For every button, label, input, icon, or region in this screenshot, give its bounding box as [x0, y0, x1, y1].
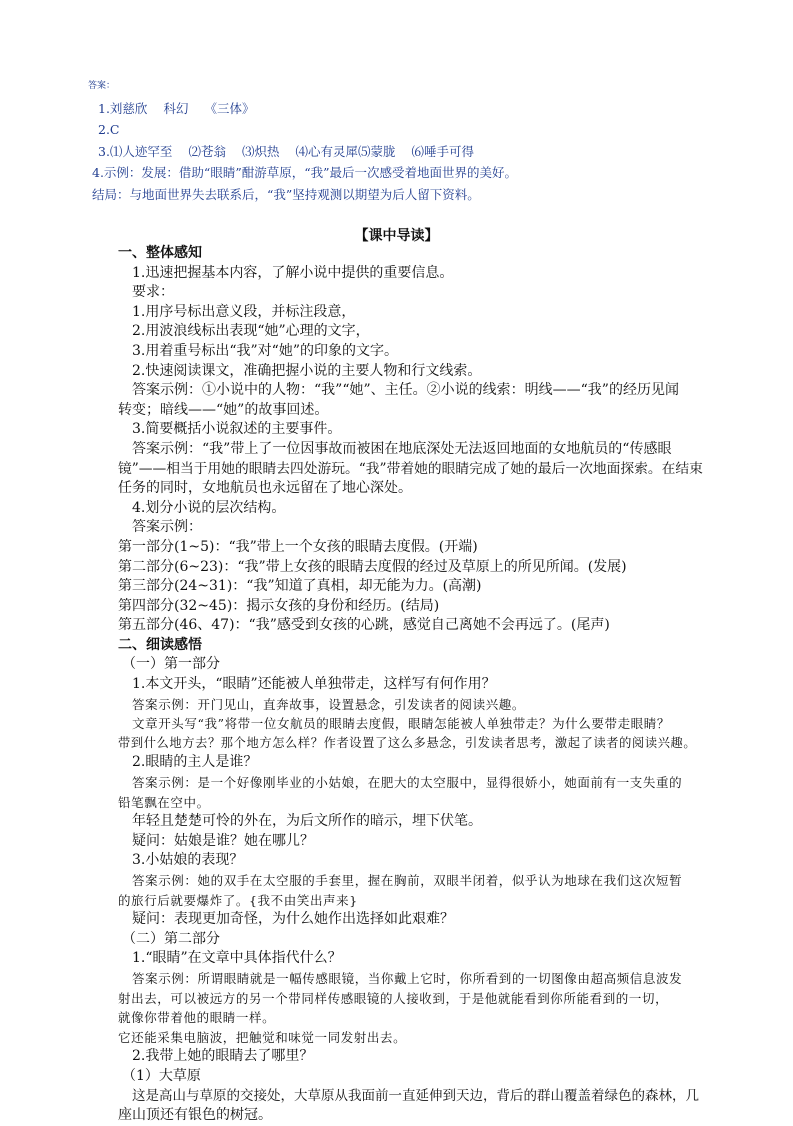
- text-line: 要求：: [132, 284, 174, 301]
- answer-heading: 答案：: [88, 81, 116, 91]
- answer-3-item-2: ⑵苍翁: [188, 143, 226, 159]
- text-line: 3.用着重号标出“我”对“她”的印象的文字。: [132, 342, 398, 359]
- document-body: [118, 244, 706, 1126]
- text-line: 镜”——相当于用她的眼睛去四处游玩。“我”带着她的眼睛完成了她的最后一次地面探索。在结束: [118, 460, 703, 477]
- text-line: （一）第一部分: [122, 656, 220, 673]
- section-title: 【课中导读】: [354, 228, 439, 244]
- text-line: 第一部分(1~5)：“我”带上一个女孩的眼睛去度假。(开端): [118, 538, 478, 555]
- text-line: 射出去，可以被远方的另一个带同样传感眼镜的人接收到，于是他就能看到你所能看到的一切，: [118, 990, 669, 1006]
- text-line: 第四部分(32~45)：揭示女孩的身份和经历。(结局): [118, 597, 440, 614]
- text-line: 答案示例：她的双手在太空服的手套里，握在胸前，双眼半闭着，似乎认为地球在我们这次短暂: [132, 873, 683, 888]
- text-line: 文章开头写“我”将带一位女航员的眼睛去度假，眼睛怎能被人单独带走？为什么要带走眼睛？: [132, 716, 670, 732]
- text-line: 座山顶还有银色的树冠。: [118, 1107, 272, 1124]
- answer-block: [88, 76, 732, 206]
- text-line: 二、细读感悟: [118, 636, 202, 653]
- answer-3-item-1: 3.⑴人迹罕至: [98, 143, 173, 159]
- answer-3: [92, 141, 732, 163]
- text-line: 就像你带着他的眼睛一样。: [118, 1010, 276, 1026]
- text-line: 1.本文开头，“眼睛”还能被人单独带走，这样写有何作用？: [132, 676, 496, 693]
- text-line: 第五部分(46、47)：“我”感受到女孩的心跳，感觉自己离她不会再远了。(尾声): [118, 617, 610, 634]
- text-line: 1.“眼睛”在文章中具体指代什么？: [132, 950, 342, 967]
- text-line: 带到什么地方去？那个地方怎么样？作者设置了这么多悬念，引发读者思考，激起了读者的阅读兴趣。: [118, 735, 697, 750]
- text-line: 疑问：姑娘是谁？她在哪儿？: [132, 832, 314, 849]
- text-line: 第二部分(6~23)：“我”带上女孩的眼睛去度假的经过及草原上的所见所闻。(发展): [118, 558, 627, 575]
- text-line: 2.用波浪线标出表现“她”心理的文字，: [132, 323, 370, 340]
- text-line: 它还能采集电脑波，把触觉和味觉一同发射出去。: [118, 1029, 407, 1045]
- text-line: （1）大草原: [122, 1067, 201, 1084]
- text-line: 答案示例：开门见山，直奔故事，设置悬念，引发读者的阅读兴趣。: [132, 696, 526, 712]
- answer-3-item-3: ⑶炽热: [241, 143, 280, 159]
- text-line: 1.迅速把握基本内容，了解小说中提供的重要信息。: [132, 264, 454, 281]
- answer-3-item-6: ⑹唾手可得: [411, 143, 474, 159]
- text-line: 年轻且楚楚可怜的外在，为后文所作的暗示，埋下伏笔。: [132, 813, 482, 830]
- text-line: 的旅行后就要爆炸了。{我不由笑出声来}: [118, 892, 358, 908]
- answer-3-item-4: ⑷心有灵犀⑸蒙胧: [295, 143, 396, 159]
- answer-1-genre: 科幻: [163, 100, 189, 116]
- answer-1-author: 1.刘慈欣: [98, 100, 148, 116]
- text-line: 疑问：表现更加奇怪，为什么她作出选择如此艰难？: [132, 911, 454, 928]
- answer-4-line-2: 结局：与地面世界失去联系后，“我”坚持观测以期望为后人留下资料。: [92, 186, 480, 202]
- text-line: 1.用序号标出意义段，并标注段意，: [132, 303, 356, 320]
- answer-1-work: 《三体》: [204, 100, 255, 116]
- text-line: 2.眼睛的主人是谁？: [132, 754, 258, 771]
- answer-2: 2.C: [98, 122, 120, 138]
- text-line: 答案示例：①小说中的人物：“我”“她”、主任。②小说的线索：明线——“我”的经历见闻: [132, 382, 679, 399]
- text-line: （二）第二部分: [122, 930, 220, 947]
- text-line: 一、整体感知: [118, 245, 202, 261]
- text-line: 2.我带上她的眼睛去了哪里？: [132, 1048, 314, 1065]
- text-line: 2.快速阅读课文，准确把握小说的主要人物和行文线索。: [132, 362, 482, 379]
- text-line: 答案示例：是一个好像刚毕业的小姑娘，在肥大的太空服中，显得很娇小，她面前有一支失重的: [132, 775, 683, 791]
- answer-4-line-1: 4.示例：发展：借助“眼睛”酣游草原，“我”最后一次感受着地面世界的美好。: [92, 165, 517, 181]
- text-line: 这是高山与草原的交接处，大草原从我面前一直延伸到天边，背后的群山覆盖着绿色的森林，几: [132, 1087, 699, 1104]
- text-line: 铅笔飘在空中。: [118, 794, 210, 810]
- text-line: 第三部分(24~31)：“我”知道了真相，却无能为力。(高潮): [118, 578, 482, 595]
- text-line: 4.划分小说的层次结构。: [132, 499, 286, 516]
- text-line: 答案示例：: [132, 519, 202, 536]
- text-line: 转变；暗线——“她”的故事回述。: [118, 401, 329, 418]
- text-line: 答案示例：“我”带上了一位因事故而被困在地底深处无法返回地面的女地航员的“传感眼: [132, 440, 672, 457]
- answer-1: [92, 98, 732, 120]
- text-line: 3.小姑娘的表现？: [132, 852, 244, 869]
- text-line: 任务的同时，女地航员也永远留在了地心深处。: [118, 480, 412, 497]
- text-line: 答案示例：所谓眼睛就是一幅传感眼镜，当你戴上它时，你所看到的一切图像由超高频信息波发: [132, 970, 683, 986]
- text-line: 3.简要概括小说叙述的主要事件。: [132, 421, 342, 438]
